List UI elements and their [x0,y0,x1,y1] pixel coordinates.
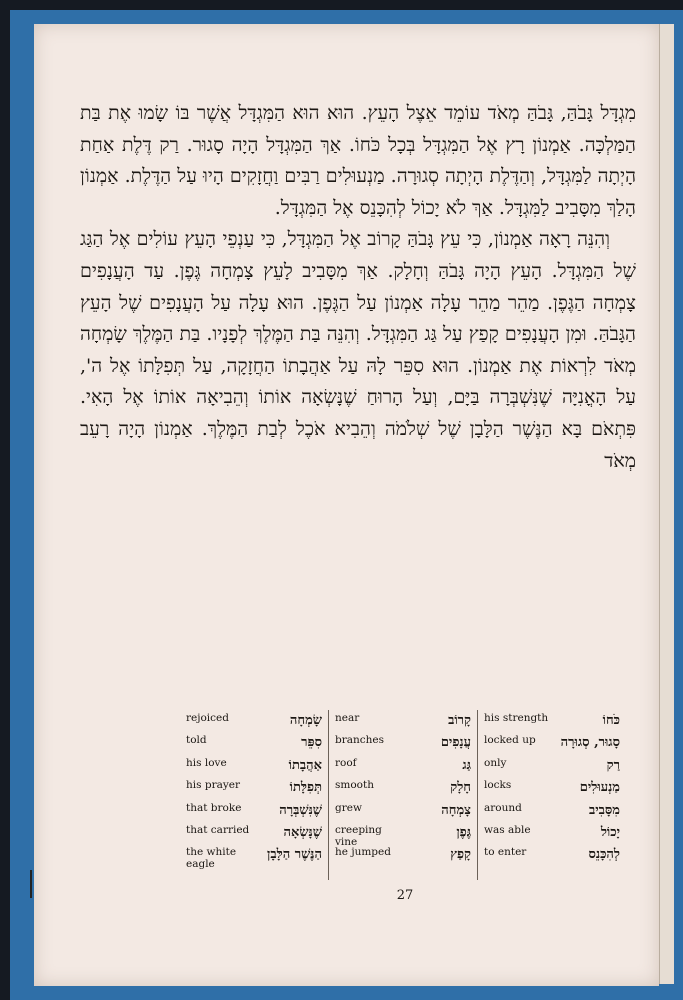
vocab-row [335,802,471,824]
vocab-en: grew [335,801,362,814]
vocab-he: אַהֲבָתוֹ [288,757,322,773]
vocab-he: גַּג [462,757,471,773]
vocab-en: locks [484,779,512,792]
vocab-column-3 [180,710,328,880]
vocab-en: was able [484,823,531,836]
vocab-row [186,802,322,824]
vocab-en: his love [186,756,227,769]
vocab-en: that carried [186,823,250,836]
paragraph-2: וְהִנֵּה רָאָה אַמְנוֹן, כִּי עֵץ גָּבֹהַּ קָרוֹב אֶל הַמִּגְדָּל, כִּי עַנְפֵי הָעֵץ עוֹלִים אֶל הַגַּג שֶׁל הַמִּגְדָּל. הָעֵץ הָיָה גָּבֹהַּ וְחָלָק. אַךְ מִסָּבִיב לָעֵץ צָמְחָה גֶּפֶן. עַד הָעֲנָפִים צָמְחָה הַגֶּפֶן. מַהֵר מַהֵר עָלָה אַמְנוֹן עַל הַגֶּפֶן. הוּא עָלָה עַל הָעֲנָפִים שֶׁל הָעֵץ הַגָּבֹהַּ. וּמִן הָעֲנָפִים קָפַץ עַל גַּג הַמִּגְדָּל. וְהִנֵּה בַּת הַמֶּלֶךְ לְפָנָיו. בַּת הַמֶּלֶךְ שָׂמְחָה מְאֹד לִרְאוֹת אֶת אַמְנוֹן. הוּא סִפֵּר לָהּ עַל אַהֲבָתוֹ הַחֲזָקָה, עַל תְּפִלָּתוֹ אֶל ה', עַל הָאֳנִיָּה שֶׁנִּשְׁבְּרָה בַּיָּם, וְעַל הָרוּחַ שֶׁנָּשְׂאָה אוֹתוֹ וְהֵבִיאָה אוֹתוֹ אֶל הָאִי. פִּתְאֹם בָּא הַנֶּשֶׁר הַלָּבָן שֶׁל שְׁלֹמֹה וְהֵבִיא אֹכֶל לְבַת הַמֶּלֶךְ. אַמְנוֹן הָיָה רָעֵב מְאֹד [80,228,636,472]
vocab-he: יָכוֹל [600,824,620,840]
vocab-column-2 [328,710,477,880]
vocab-row [186,734,322,756]
vocab-row [335,734,471,756]
vocab-row [335,757,471,779]
vocab-he: מִסָּבִיב [588,802,620,818]
vocab-en: told [186,734,207,747]
vocab-he: שֶׁנָּשְׂאָה [283,824,322,840]
vocab-he: שָׂמְחָה [289,713,322,728]
vocab-he: סָגוּר, סְגוּרָה [560,735,620,751]
story-text [80,98,636,477]
vocab-row [484,824,620,846]
vocab-row [484,712,620,734]
vocab-en: only [484,756,507,769]
vocab-column-1 [477,710,626,880]
vocab-row [186,824,322,846]
vocab-row [335,779,471,801]
vocab-he: מַנְעוּלִים [579,780,620,796]
vocab-he: לְהִכָּנֵס [588,847,620,863]
vocab-en: that broke [186,801,242,814]
vocab-row [186,757,322,779]
vocab-he: שֶׁנִּשְׁבְּרָה [279,802,322,818]
vocab-he: קָרוֹב [448,713,471,728]
vocab-en: to enter [484,846,527,859]
page-number: 27 [396,888,414,903]
vocab-he: צָמְחָה [441,802,471,818]
vocab-en: branches [335,734,385,747]
vocab-en: locked up [484,734,536,747]
vocab-row [335,712,471,734]
vocab-he: סִפֵּר [301,735,322,751]
vocab-en: he jumped [335,846,391,859]
vocab-en: roof [335,756,357,769]
next-page-edge [659,24,674,984]
vocab-en: the white eagle [186,846,237,871]
vocab-row [484,779,620,801]
vocab-row [484,846,620,868]
vocab-row [186,846,322,871]
vocab-en: near [335,712,360,724]
vocab-en: his prayer [186,779,241,792]
vocab-he: הַנֶּשֶׁר הַלָּבָן [267,847,322,863]
vocab-row [186,779,322,801]
vocab-row [484,757,620,779]
vocab-en: rejoiced [186,712,229,724]
vocab-he: כֹּחוֹ [602,713,620,728]
margin-mark [30,870,32,898]
vocab-en: his strength [484,712,549,724]
vocab-row [335,824,471,846]
vocab-he: קָפַץ [450,847,471,863]
vocab-en: smooth [335,779,374,792]
vocab-en: around [484,801,522,814]
vocab-row [484,734,620,756]
vocab-he: גֶּפֶן [456,824,471,840]
vocab-en: creeping vine [335,823,382,848]
vocabulary-table [180,710,626,880]
vocab-row [484,802,620,824]
vocab-he: עֲנָפִים [440,735,471,751]
vocab-row [335,846,471,868]
vocab-he: רַק [606,757,620,773]
paragraph-1: מִגְדָּל גָּבֹהַּ, גָּבֹהַּ מְאֹד עוֹמֵד אֵצֶל הָעֵץ. הוּא הוּא הַמִּגְדָּל אֲשֶׁר בּוֹ שָׂמוּ אֶת בַּת הַמַּלְכָּה. אַמְנוֹן רָץ אֶל הַמִּגְדָּל בְּכָל כֹּחוֹ. אַךְ הַמִּגְדָּל הָיָה סָגוּר. רַק דֶּלֶת אַחַת הָיְתָה לַמִּגְדָּל, וְהַדֶּלֶת הָיְתָה סְגוּרָה. מַנְעוּלִים רַבִּים וַחֲזָקִים הָיוּ עַל הַדֶּלֶת. אַמְנוֹן הָלַךְ מִסָּבִיב לַמִּגְדָּל. אַךְ לֹא יָכוֹל לְהִכָּנֵס אֶל הַמִּגְדָּל. [80,102,636,219]
vocab-he: חָלָק [450,780,471,796]
vocab-row [186,712,322,734]
vocab-he: תְּפִלָּתוֹ [289,780,322,796]
